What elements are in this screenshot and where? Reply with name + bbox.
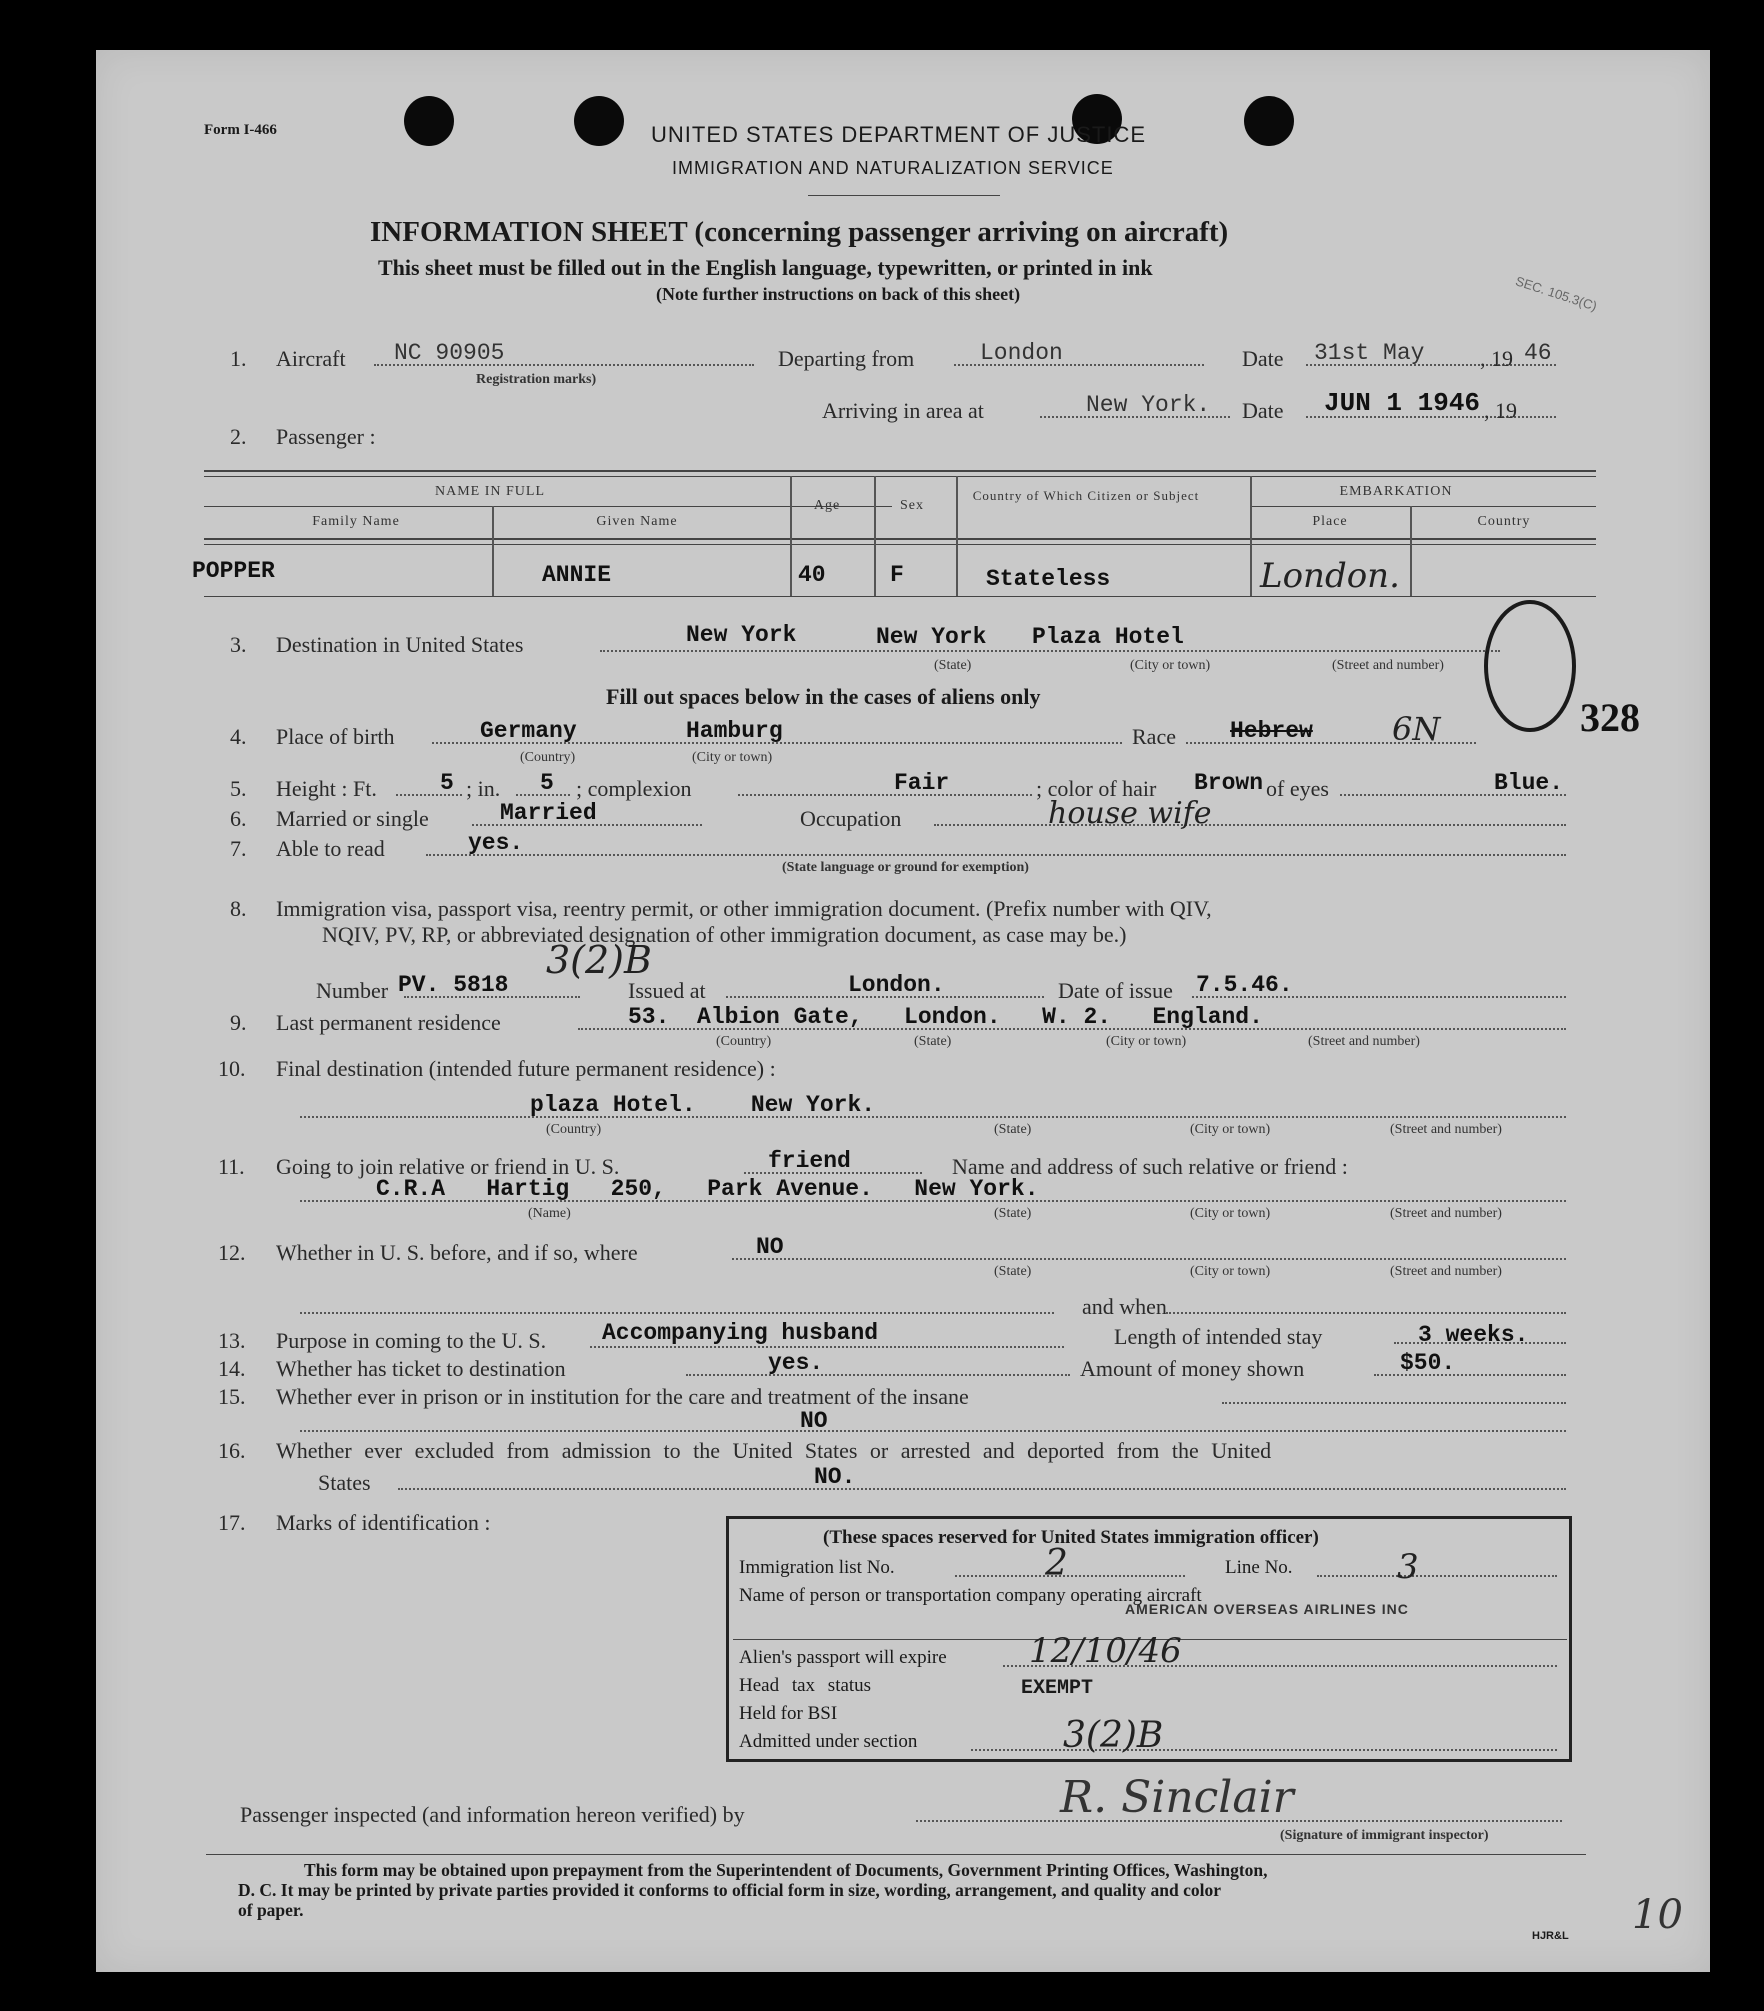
ticket-value: yes. <box>768 1350 824 1376</box>
table-col-divider <box>790 476 792 596</box>
document-instructions-1: Immigration visa, passport visa, reentry permit, or other immigration document. (Prefix number with QIV, <box>276 896 1212 921</box>
caption-city: (City or town) <box>692 750 773 765</box>
sex-value: F <box>890 562 904 588</box>
marital-label: Married or single <box>276 806 429 831</box>
previous-visit-line <box>732 1258 1566 1260</box>
aliens-note: Fill out spaces below in the cases of aliens only <box>606 684 1041 709</box>
service-title: IMMIGRATION AND NATURALIZATION SERVICE <box>672 158 1114 178</box>
item-number: 6. <box>230 806 247 831</box>
punch-hole <box>1244 96 1294 146</box>
date-issue-value: 7.5.46. <box>1196 972 1293 998</box>
header-family-name: Family Name <box>312 514 400 529</box>
arriving-value: New York. <box>1086 392 1211 418</box>
item-number: 15. <box>218 1384 246 1409</box>
caption-country: (Country) <box>546 1122 602 1137</box>
complexion-label: ; complexion <box>576 776 692 801</box>
age-value: 40 <box>798 562 826 588</box>
destination-label: Destination in United States <box>276 632 524 657</box>
caption-street: (Street and number) <box>1390 1264 1502 1279</box>
issued-value: London. <box>848 972 945 998</box>
item-number: 5. <box>230 776 247 801</box>
given-name-value: ANNIE <box>542 562 612 588</box>
read-value: yes. <box>468 830 524 856</box>
inspector-signature: R. Sinclair <box>1060 1772 1294 1823</box>
table-header-rule <box>204 538 1596 540</box>
form-number: Form I-466 <box>204 122 277 138</box>
section-label: Admitted under section <box>739 1731 918 1752</box>
ticket-label: Whether has ticket to destination <box>276 1356 566 1381</box>
excluded-label-2: States <box>318 1470 371 1495</box>
table-col-divider <box>1410 506 1412 596</box>
join-value: friend <box>768 1148 851 1174</box>
caption-street: (Street and number) <box>1308 1034 1420 1049</box>
purpose-label: Purpose in coming to the U. S. <box>276 1328 547 1353</box>
read-label: Able to read <box>276 836 385 861</box>
caption-state: (State) <box>934 658 972 673</box>
header-given-name: Given Name <box>596 514 678 529</box>
prison-line-2 <box>300 1430 1566 1432</box>
header-age: Age <box>813 498 841 513</box>
year-value: 46 <box>1524 340 1552 366</box>
inspection-label: Passenger inspected (and information hereon verified) by <box>240 1802 745 1827</box>
destination-street: Plaza Hotel <box>1032 624 1184 650</box>
item-number: 8. <box>230 896 247 921</box>
caption-state: (State) <box>994 1264 1032 1279</box>
join-label: Going to join relative or friend in U. S. <box>276 1154 620 1179</box>
header-name-in-full: NAME IN FULL <box>435 484 545 499</box>
list-label: Immigration list No. <box>739 1557 895 1578</box>
caption-state: (State) <box>994 1122 1032 1137</box>
table-header-rule <box>204 544 1596 545</box>
money-value: $50. <box>1400 1350 1456 1376</box>
section-line <box>971 1749 1557 1751</box>
name-address-label: Name and address of such relative or friend : <box>952 1154 1348 1179</box>
officer-box-title: (These spaces reserved for United States immigration officer) <box>823 1527 1319 1548</box>
circle-mark <box>1476 596 1586 736</box>
header-country: Country of Which Citizen or Subject <box>972 488 1200 503</box>
punch-hole <box>574 96 624 146</box>
caption-city: (City or town) <box>1190 1264 1271 1279</box>
departing-label: Departing from <box>778 346 915 371</box>
document-instructions-2: NQIV, PV, RP, or abbreviated designation of other immigration document, as case may be.) <box>322 922 1127 947</box>
year2-suffix: , 19 <box>1484 398 1517 423</box>
table-top-rule <box>204 470 1596 472</box>
caption-street: (Street and number) <box>1390 1206 1502 1221</box>
table-top-rule <box>204 476 1596 477</box>
list-line <box>955 1575 1185 1577</box>
line-label: Line No. <box>1225 1557 1293 1578</box>
doc-number-value: PV. 5818 <box>398 972 509 998</box>
company-label: Name of person or transportation company operating aircraft <box>739 1585 1202 1606</box>
excluded-value: NO. <box>814 1464 856 1490</box>
tax-label: Head tax status <box>739 1675 872 1696</box>
footer-line-1: This form may be obtained upon prepayment from the Superintendent of Documents, Government Printing Offices, Washington, <box>304 1860 1268 1880</box>
doc-number-label: Number <box>316 978 389 1003</box>
name-address-value: C.R.A Hartig 250, Park Avenue. New York. <box>376 1176 1039 1202</box>
residence-value: 53. Albion Gate, London. W. 2. England. <box>628 1004 1263 1030</box>
year-prefix: , 19 <box>1480 346 1513 371</box>
table-col-divider <box>492 506 494 596</box>
table-col-divider <box>956 476 958 596</box>
caption-name: (Name) <box>528 1206 571 1221</box>
when-line-left <box>300 1312 1054 1314</box>
item-number: 13. <box>218 1328 246 1353</box>
caption-country: (Country) <box>520 750 576 765</box>
item-number: 16. <box>218 1438 246 1463</box>
race-value: Hebrew <box>1230 718 1313 744</box>
registration-caption: Registration marks) <box>476 372 597 387</box>
citizenship-value: Stateless <box>986 566 1111 592</box>
birthplace-label: Place of birth <box>276 724 395 749</box>
occupation-line <box>934 824 1566 826</box>
purpose-line <box>590 1346 1064 1348</box>
header-emb-country: Country <box>1477 514 1531 529</box>
date-value: 31st May <box>1314 340 1425 366</box>
item-number: 11. <box>218 1154 245 1179</box>
footer-line-2: D. C. It may be printed by private parties provided it conforms to official form in size, wording, arrangement, and quality and color <box>238 1880 1222 1900</box>
aircraft-value: NC 90905 <box>394 340 505 366</box>
section-value: 3(2)B <box>1063 1715 1164 1756</box>
footer-rule <box>206 1854 1586 1855</box>
prison-label: Whether ever in prison or in institution for the care and treatment of the insane <box>276 1384 969 1409</box>
circled-number: 328 <box>1580 695 1640 740</box>
caption-city: (City or town) <box>1190 1206 1271 1221</box>
signature-caption: (Signature of immigrant inspector) <box>1280 1828 1489 1843</box>
occupation-label: Occupation <box>800 806 902 831</box>
caption-city: (City or town) <box>1190 1122 1271 1137</box>
hair-label: ; color of hair <box>1036 776 1157 801</box>
table-col-divider <box>1250 476 1252 596</box>
caption-state: (State) <box>994 1206 1032 1221</box>
occupation-value: house wife <box>1048 796 1212 831</box>
table-bottom-rule <box>204 596 1596 597</box>
punch-hole <box>404 96 454 146</box>
family-name-value: POPPER <box>192 558 275 584</box>
height-in: 5 <box>540 770 554 796</box>
read-line <box>426 854 1566 856</box>
page-number: 10 <box>1632 1892 1683 1938</box>
purpose-value: Accompanying husband <box>602 1320 879 1346</box>
item-number: 3. <box>230 632 247 657</box>
stay-value: 3 weeks. <box>1418 1322 1529 1348</box>
date2-label: Date <box>1242 398 1284 423</box>
caption-country: (Country) <box>716 1034 772 1049</box>
final-destination-line <box>300 1116 1566 1118</box>
item-number: 1. <box>230 346 247 371</box>
item-number: 17. <box>218 1510 246 1535</box>
stay-label: Length of intended stay <box>1114 1324 1323 1349</box>
officer-box <box>726 1516 1572 1762</box>
birth-city: Hamburg <box>686 718 783 744</box>
date-label: Date <box>1242 346 1284 371</box>
hair-value: Brown <box>1194 770 1264 796</box>
table-rule <box>204 506 892 507</box>
excluded-label: Whether ever excluded from admission to the United States or arrested and deported from the United <box>276 1438 1272 1463</box>
destination-city: New York <box>876 624 987 650</box>
caption-city: (City or town) <box>1106 1034 1187 1049</box>
final-destination-value: plaza Hotel. New York. <box>530 1092 876 1118</box>
complexion-value: Fair <box>894 770 950 796</box>
race-label: Race <box>1132 724 1176 749</box>
table-col-divider <box>874 476 876 596</box>
expire-label: Alien's passport will expire <box>739 1647 947 1668</box>
prison-value: NO <box>800 1408 828 1434</box>
table-rule <box>1250 506 1596 507</box>
money-label: Amount of money shown <box>1080 1356 1305 1381</box>
residence-label: Last permanent residence <box>276 1010 501 1035</box>
sheet-title: INFORMATION SHEET (concerning passenger arriving on aircraft) <box>370 216 1229 248</box>
sheet-subtitle: This sheet must be filled out in the English language, typewritten, or printed in ink <box>378 255 1153 280</box>
caption-city: (City or town) <box>1130 658 1211 673</box>
prison-line-1 <box>1222 1402 1566 1404</box>
corner-stamp: SEC. 105.3(C) <box>1513 273 1599 314</box>
aircraft-label: Aircraft <box>276 346 346 371</box>
header-embarkation: EMBARKATION <box>1339 484 1453 499</box>
form-sheet <box>96 50 1710 1972</box>
final-destination-label: Final destination (intended future permanent residence) : <box>276 1056 776 1081</box>
department-title: UNITED STATES DEPARTMENT OF JUSTICE <box>651 122 1147 147</box>
bsi-label: Held for BSI <box>739 1703 838 1724</box>
eyes-value: Blue. <box>1494 770 1564 796</box>
date-issue-label: Date of issue <box>1058 978 1173 1003</box>
departing-value: London <box>980 340 1063 366</box>
passenger-label: Passenger : <box>276 424 376 449</box>
read-caption: (State language or ground for exemption) <box>782 860 1029 875</box>
footer-line-3: of paper. <box>238 1900 304 1920</box>
tax-value: EXEMPT <box>1021 1677 1094 1700</box>
when-line-right <box>1166 1312 1566 1314</box>
and-when-label: and when <box>1082 1294 1167 1319</box>
company-value: AMERICAN OVERSEAS AIRLINES INC <box>1125 1601 1409 1617</box>
marital-value: Married <box>500 800 597 826</box>
caption-street: (Street and number) <box>1390 1122 1502 1137</box>
printer-mark: HJR&L <box>1532 1930 1569 1942</box>
height-ft: 5 <box>440 770 454 796</box>
date2-stamp: JUN 1 1946 <box>1324 388 1481 418</box>
race-mark: 6N <box>1392 710 1441 748</box>
item-number: 14. <box>218 1356 246 1381</box>
line-value: 3 <box>1397 1547 1419 1587</box>
header-place: Place <box>1312 514 1348 529</box>
item-number: 7. <box>230 836 247 861</box>
item-number: 4. <box>230 724 247 749</box>
embarkation-place-value: London. <box>1260 556 1400 596</box>
document-hand-mark: 3(2)B <box>546 938 652 982</box>
expire-value: 12/10/46 <box>1029 1631 1182 1671</box>
eyes-label: of eyes <box>1266 776 1329 801</box>
destination-line <box>600 650 1500 652</box>
excluded-line <box>398 1488 1566 1490</box>
item-number: 10. <box>218 1056 246 1081</box>
item-number: 12. <box>218 1240 246 1265</box>
list-value: 2 <box>1045 1543 1068 1584</box>
complexion-line <box>738 794 1032 796</box>
previous-visit-value: NO <box>756 1234 784 1260</box>
destination-state: New York <box>686 622 797 648</box>
item-number: 2. <box>230 424 247 449</box>
in-label: ; in. <box>466 776 501 801</box>
line-line <box>1317 1575 1557 1577</box>
caption-state: (State) <box>914 1034 952 1049</box>
item-number: 9. <box>230 1010 247 1035</box>
arriving-label: Arriving in area at <box>822 398 984 423</box>
ticket-line <box>686 1374 1070 1376</box>
identification-label: Marks of identification : <box>276 1510 491 1535</box>
issued-label: Issued at <box>628 978 706 1003</box>
birth-country: Germany <box>480 718 577 744</box>
header-rule <box>808 195 1000 196</box>
height-label: Height : Ft. <box>276 776 377 801</box>
previous-visit-label: Whether in U. S. before, and if so, where <box>276 1240 638 1265</box>
header-sex: Sex <box>900 498 924 513</box>
sheet-note: (Note further instructions on back of this sheet) <box>656 284 1021 304</box>
caption-street: (Street and number) <box>1332 658 1444 673</box>
